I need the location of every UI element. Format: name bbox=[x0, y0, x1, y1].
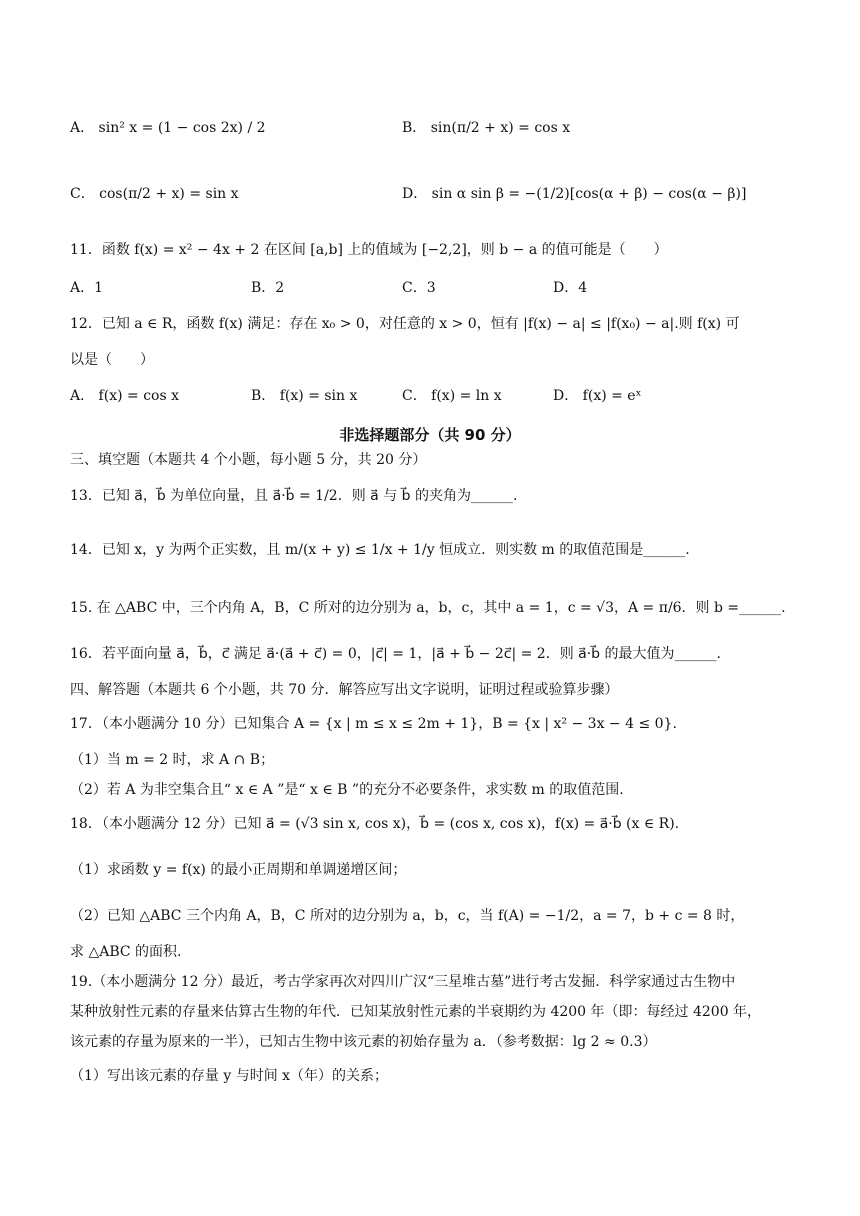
section-3-heading: 三、填空题（本题共 4 个小题，每小题 5 分，共 20 分） bbox=[70, 452, 427, 468]
q11-option-b: B．2 bbox=[251, 280, 285, 296]
part-two-title: 非选择题部分（共 90 分） bbox=[339, 426, 521, 444]
q18-part-2-line2: 求 △ABC 的面积. bbox=[70, 944, 182, 960]
section-4-heading: 四、解答题（本题共 6 个小题，共 70 分．解答应写出文字说明，证明过程或验算步骤） bbox=[70, 682, 619, 698]
question-15: 15. 在 △ABC 中，三个内角 A，B，C 所对的边分别为 a，b，c，其中 a = 1，c = √3，A = π/6．则 b =______. bbox=[70, 600, 786, 616]
q12-stem-line1: 12．已知 a ∈ R，函数 f(x) 满足：存在 x₀ > 0，对任意的 x > 0，恒有 |f(x) − a| ≤ |f(x₀) − a|.则 f(x) 可 bbox=[70, 316, 740, 332]
q10-option-c: C． cos(π/2 + x) = sin x bbox=[70, 186, 239, 202]
q10-option-d: D． sin α sin β = −(1/2)[cos(α + β) − cos(α − β)] bbox=[402, 186, 747, 202]
q18-stem: 18．（本小题满分 12 分）已知 a⃗ = (√3 sin x, cos x)，b⃗ = (cos x, cos x)，f(x) = a⃗·b⃗ (x ∈ R). bbox=[70, 816, 680, 832]
q11-option-a: A．1 bbox=[70, 280, 104, 296]
q19-part-1: （1）写出该元素的存量 y 与时间 x（年）的关系； bbox=[70, 1068, 389, 1084]
q10-option-b: B． sin(π/2 + x) = cos x bbox=[402, 120, 571, 136]
q10-option-a: A． sin² x = (1 − cos 2x) / 2 bbox=[70, 120, 266, 136]
q11-option-d: D．4 bbox=[553, 280, 588, 296]
q17-part-1: （1）当 m = 2 时，求 A ∩ B； bbox=[70, 752, 275, 768]
q12-option-d: D． f(x) = eˣ bbox=[553, 388, 642, 404]
q19-line2: 某种放射性元素的存量来估算古生物的年代．已知某放射性元素的半衰期约为 4200 年（即：每经过 4200 年， bbox=[70, 1004, 762, 1020]
question-14: 14．已知 x，y 为两个正实数，且 m/(x + y) ≤ 1/x + 1/y 恒成立．则实数 m 的取值范围是______. bbox=[70, 542, 690, 558]
question-16: 16．若平面向量 a⃗，b⃗，c⃗ 满足 a⃗·(a⃗ + c⃗) = 0，|c⃗| = 1，|a⃗ + b⃗ − 2c⃗| = 2．则 a⃗·b⃗ 的最大值为______. bbox=[70, 646, 721, 662]
q12-option-b: B． f(x) = sin x bbox=[251, 388, 358, 404]
q11-stem: 11．函数 f(x) = x² − 4x + 2 在区间 [a,b] 上的值域为 [−2,2]，则 b − a 的值可能是（ ） bbox=[70, 242, 668, 258]
q18-part-1: （1）求函数 y = f(x) 的最小正周期和单调递增区间； bbox=[70, 862, 407, 878]
q12-option-c: C． f(x) = ln x bbox=[402, 388, 502, 404]
q11-option-c: C．3 bbox=[402, 280, 436, 296]
q12-option-a: A． f(x) = cos x bbox=[70, 388, 179, 404]
q19-line1: 19.（本小题满分 12 分）最近，考古学家再次对四川广汉“三星堆古墓”进行考古发掘．科学家通过古生物中 bbox=[70, 974, 736, 990]
q17-stem: 17．（本小题满分 10 分）已知集合 A = {x | m ≤ x ≤ 2m + 1}，B = {x | x² − 3x − 4 ≤ 0}. bbox=[70, 716, 677, 732]
q19-line3: 该元素的存量为原来的一半），已知古生物中该元素的初始存量为 a．（参考数据：lg 2 ≈ 0.3） bbox=[70, 1034, 657, 1050]
q12-stem-line2: 以是（ ） bbox=[70, 352, 154, 368]
question-13: 13．已知 a⃗，b⃗ 为单位向量，且 a⃗·b⃗ = 1/2．则 a⃗ 与 b⃗ 的夹角为______. bbox=[70, 488, 518, 504]
q18-part-2-line1: （2）已知 △ABC 三个内角 A，B，C 所对的边分别为 a，b，c，当 f(A) = −1/2，a = 7，b + c = 8 时， bbox=[70, 908, 745, 924]
q17-part-2: （2）若 A 为非空集合且“ x ∈ A ”是“ x ∈ B ”的充分不必要条件，求实数 m 的取值范围. bbox=[70, 782, 624, 798]
